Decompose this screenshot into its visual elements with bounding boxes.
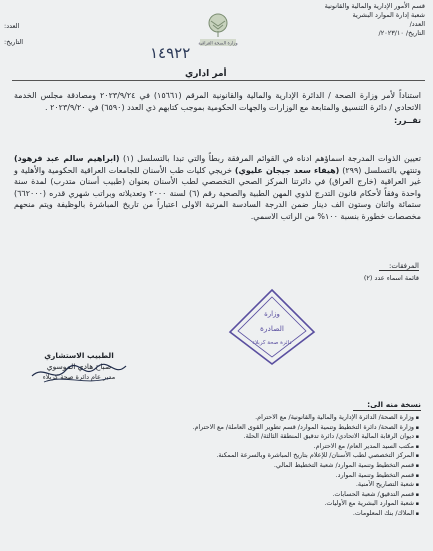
letterhead-section: شعبة إدارة الموارد البشرية [352, 11, 425, 19]
copy-recipient: ▪ وزارة الصحة/ دائرة التخطيط وتنمية الموارد/ قسم تطوير القوى العاملة/ مع الاحترام. [19, 423, 419, 433]
copy-recipient: ▪ مكتب السيد المدير العام/ مع الاحترام. [19, 442, 419, 452]
seal-middle-text: الصادرة [259, 324, 285, 333]
signer-title: الطبيب الاستشاري [44, 351, 114, 360]
attachments-label: المرفقات: [389, 262, 419, 270]
copy-recipient: ▪ الملاك/ بنك المعلومات. [19, 509, 419, 519]
appointment-text-start: تعيين الذوات المدرجة اسماؤهم ادناه في القوائم المرفقة ربطاً والتي تبدا بالتسلسل (١) [123, 154, 422, 163]
letterhead-number: العدد/ [409, 20, 425, 28]
appointment-text-end: خريجي كليات طب الأسنان للجامعات العراقية الحكومية والأهلية و غير العراقية (خارج العراق) في دائرتنا المركز الصحي التخصصي لطب الأسنان بعنوان (طبيب أسنان متدرب) لمدة سنة واحدة وفقاً لأحكام قانون التدرج لذوي المهن الطبية والصحية رقم (٦) لسنة ٢٠٠٠ وتعديلاته وبراتب شهري قدره (٦٦٢٠٠٠) ستمائة واثنان وستون الف دينار ضمن الدرجة السادسة المرتبة الاولى اعتباراً من تاريخ المباشرة بالوظيفة ويتم منحهم مخصصات خطورة بنسبة ١٠٠% من الراتب الاسمي. [14, 165, 422, 221]
handwritten-signature-icon [14, 356, 144, 390]
copy-recipient: ▪ المركز التخصصي لطب الأسنان/ للإعلام بتاريخ المباشرة وبالسرعة الممكنة. [19, 451, 419, 461]
appointment-text-middle: وتنتهي بالتسلسل (٢٩٩) [342, 165, 421, 175]
title-divider [12, 80, 425, 81]
copy-recipient: ▪ ديوان الرقابة المالية الاتحادي/ دائرة تدقيق المنطقة الثالثة/ الحلة. [19, 432, 419, 442]
signer-name: صباح هادي الموسوي [46, 362, 112, 371]
date-label: التاريخ: [4, 38, 24, 46]
letterhead-date: التاريخ/ ٢٠٢٣/١٠/ [378, 29, 425, 37]
copy-recipient: ▪ شعبة التصاريح الأمنية. [19, 480, 419, 490]
handwritten-reference-number: ١٤٩٢٢ [150, 44, 191, 62]
logo-caption: وزارة الصحة العراقية [198, 41, 238, 47]
ministry-logo-icon [196, 10, 240, 48]
letterhead-department: قسم الأمور الإدارية والمالية والقانونية [324, 2, 425, 10]
appointment-paragraph [14, 153, 421, 222]
copies-heading: نسخة منه الى: [367, 400, 421, 409]
preamble-text: استناداً لأمر وزارة الصحة / الدائرة الإدارية والمالية والقانونية المرقم (١٥٦٦١) في ٢٠٢٣/٩/٢٤ ومصادقة مجلس الخدمة الاتحادي / دائرة التنسيق والمتابعة مع الوزارات والجهات الحكومية بموجب كتابهم ذي العدد (٦٥٩٠) في ٢٠٢٣/٩/٢٠ . [14, 91, 421, 112]
decision-label: تقــرر: [393, 116, 421, 125]
first-appointee-name: (ابراهيم سالم عبد فرهود) [14, 154, 120, 163]
attachments-underline [379, 270, 419, 271]
signer-position: مدير عام دائرة صحة كربلاء [42, 373, 116, 381]
copy-recipient: ▪ قسم التخطيط وتنمية الموارد. [19, 471, 419, 481]
copies-list [19, 413, 419, 519]
official-seal-icon [224, 286, 320, 366]
attachments-item: قائمة اسماء عدد (٢) [363, 274, 419, 282]
copy-recipient: ▪ قسم التدقيق/ شعبة الحسابات. [19, 490, 419, 500]
copies-underline [353, 410, 421, 411]
last-appointee-name: (هيفاء سعد جيجان عليوي) [234, 165, 340, 175]
copy-recipient: ▪ قسم التخطيط وتنمية الموارد/ شعبة التخطيط المالي. [19, 461, 419, 471]
document-title: أمر اداري [185, 69, 227, 79]
copy-recipient: ▪ شعبة الموارد البشرية مع الأوليات. [19, 499, 419, 509]
seal-bottom-text: دائرة صحة كربلاء [252, 340, 292, 346]
ref-label: العدد: [4, 22, 20, 30]
copy-recipient: ▪ وزارة الصحة/ الدائرة الإدارية والمالية والقانونية/ مع الاحترام. [19, 413, 419, 423]
seal-top-text: وزارة [264, 310, 280, 318]
preamble-paragraph [14, 90, 421, 127]
letterhead [285, 2, 425, 38]
